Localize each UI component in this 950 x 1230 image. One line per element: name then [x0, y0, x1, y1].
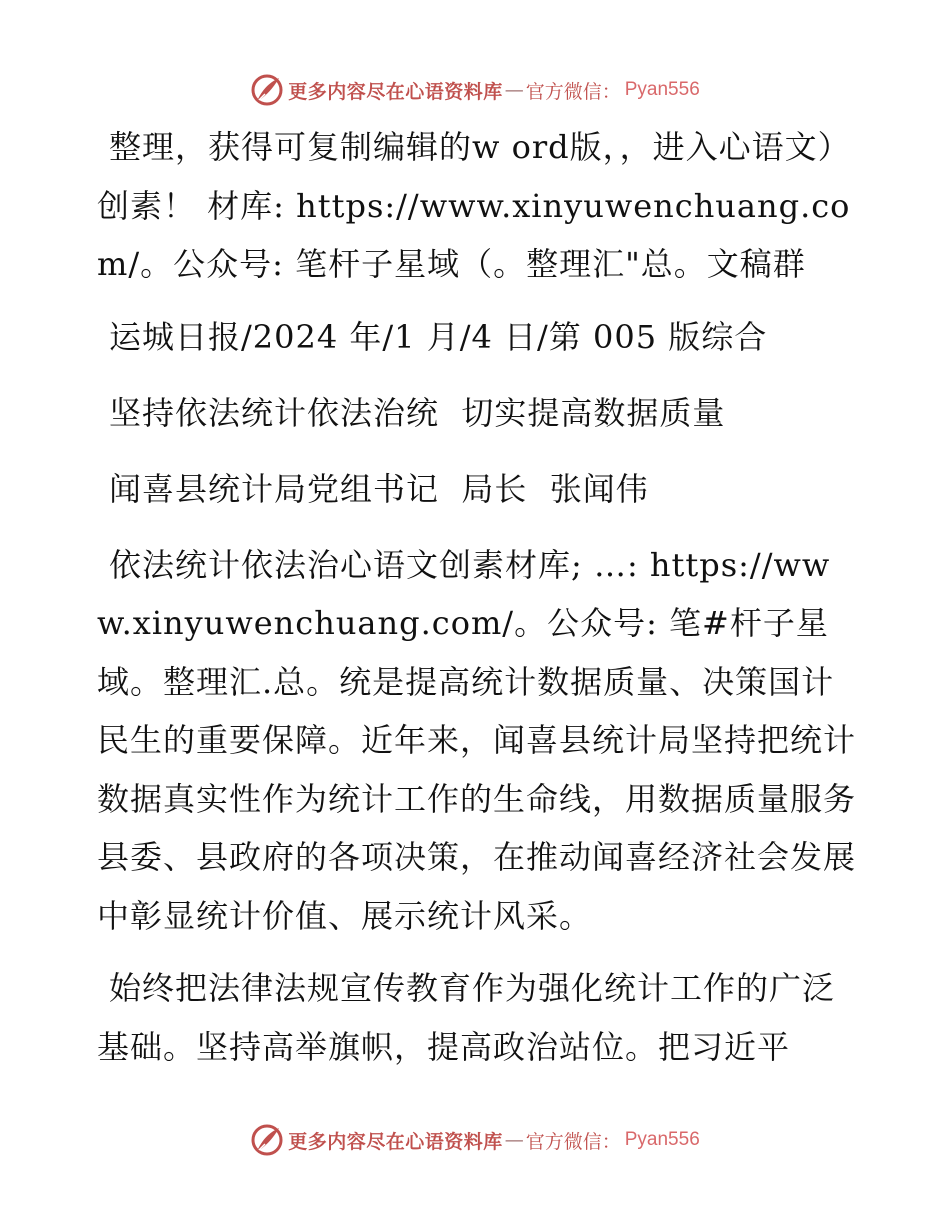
footer-banner: [0, 1120, 950, 1160]
body-paragraph-2: 始终把法律法规宣传教育作为强化统计工作的广泛基础。坚持高举旗帜，提高政治站位。把习近平: [97, 969, 836, 1066]
header-banner: [0, 70, 950, 110]
quill-pen-logo-icon: [250, 1123, 284, 1157]
banner-wechat-id: Pyan556: [624, 1129, 700, 1150]
author-line: 闻喜县统计局党组书记 局长 张闻伟: [109, 469, 649, 508]
banner-separator: —: [504, 1129, 524, 1151]
banner-wechat-label: 官方微信：: [525, 80, 621, 103]
article-title: 坚持依法统计依法治统 切实提高数据质量: [109, 393, 726, 432]
body-paragraph-1: 依法统计依法治心语文创素材库; …: https://www.xinyuwenchuang.com/。公众号: 笔#杆子星域。整理汇.总。统是提高统计数据质量、决策国计民生的重要保障。近年来，闻喜县统计局坚持把统计数据真实性作为统计工作的生命线，用数据质量服务县委、县政府的各项决策，在推动闻喜经济社会发展中彰显统计价值、展示统计风采。: [97, 545, 857, 935]
banner-brand-text: 更多内容尽在心语资料库: [288, 80, 503, 103]
quill-pen-logo-icon: [250, 73, 284, 107]
banner-separator: —: [504, 79, 524, 101]
banner-brand-text: 更多内容尽在心语资料库: [288, 1130, 503, 1153]
document-body: [97, 118, 857, 1076]
banner-wechat-id: Pyan556: [624, 79, 700, 100]
source-line: 运城日报/2024 年/1 月/4 日/第 005 版综合: [109, 317, 768, 356]
banner-wechat-label: 官方微信：: [525, 1130, 621, 1153]
intro-paragraph: 整理，获得可复制编辑的w ord版，，进入心语文）创素！ 材库: https://www.xinyuwenchuang.com/。公众号: 笔杆子星域（。整理汇"总。文稿群: [97, 128, 851, 283]
